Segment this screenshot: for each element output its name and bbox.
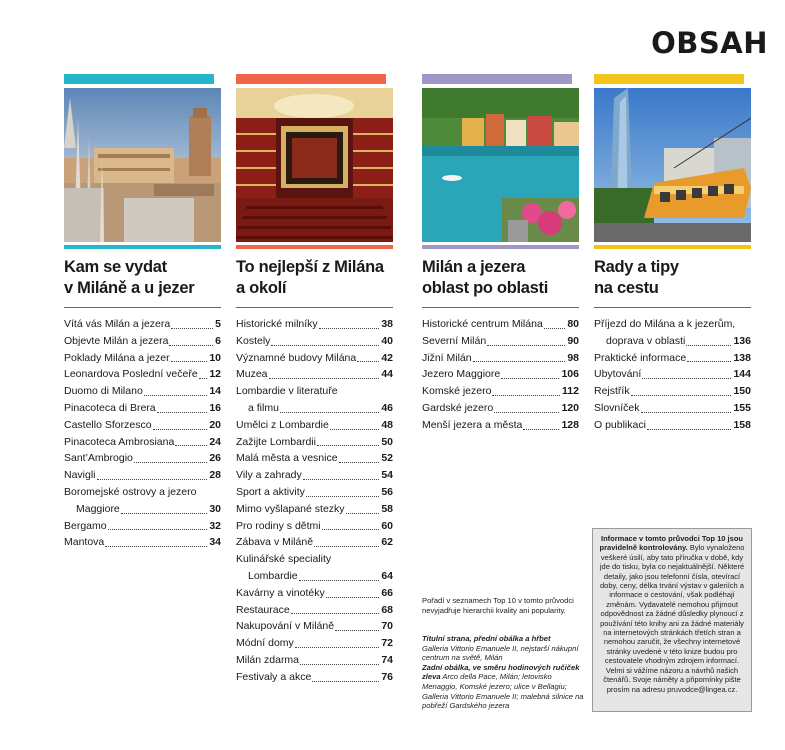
toc-entry[interactable]: Lombardie v literatuře a filmu 46 bbox=[236, 385, 393, 414]
toc-entry[interactable]: Ubytování 144 bbox=[594, 368, 751, 381]
toc-entry[interactable]: Pinacoteca Ambrosiana 24 bbox=[64, 435, 221, 448]
toc-entry[interactable]: Praktické informace 138 bbox=[594, 351, 751, 364]
toc-entry[interactable]: Příjezd do Milána a k jezerům, doprava v oblasti 136 bbox=[594, 318, 751, 347]
toc-entry[interactable]: Muzea 44 bbox=[236, 368, 393, 381]
toc-entry[interactable]: Kavárny a vinotéky 66 bbox=[236, 586, 393, 599]
heading-line-2: a okolí bbox=[236, 279, 287, 297]
color-rule bbox=[594, 245, 751, 249]
info-box-text: Bylo vynaloženo veškeré úsilí, aby tato příručka v době, kdy jde do tisku, byla co nejaktuálnější. Některé detaily, jako jsou telefonní čísla, otevírací doby, ceny, délka trvání výstav v galeriích a informace o cestování, však podléhají změnám. Vydavatelé nemohou přijmout odpovědnost za žádné důsledky plynoucí z používání této knihy ani za žádné materiály na internetových stránkách třetích stran a nemohou zaručit, že všechny internetové stránky uvedené v této knize budou pro cestovatele vhodným zdrojem informací. Velmi si vážíme názoru a návrhů našich čtenářů. Svoje náměty a připomínky pište prosím na adresu pruvodce@lingea.cz. bbox=[599, 543, 745, 694]
photo-la-scala-interior bbox=[236, 88, 393, 242]
toc-entry[interactable]: Menší jezera a města 128 bbox=[422, 418, 579, 431]
toc-entry[interactable]: Historické centrum Milána 80 bbox=[422, 318, 579, 330]
color-rule bbox=[236, 245, 393, 249]
toc-entry[interactable]: Jezero Maggiore 106 bbox=[422, 368, 579, 381]
toc-entry[interactable]: Zažijte Lombardii 50 bbox=[236, 435, 393, 448]
toc-list bbox=[594, 316, 751, 434]
toc-entry[interactable]: Pinacoteca di Brera 16 bbox=[64, 401, 221, 414]
toc-entry[interactable]: Sant’Ambrogio 26 bbox=[64, 452, 221, 465]
heading-line-1: Milán a jezera bbox=[422, 258, 526, 276]
color-tab bbox=[64, 74, 221, 88]
toc-entry[interactable]: Boromejské ostrovy a jezero Maggiore 30 bbox=[64, 485, 221, 515]
toc-entry[interactable]: Rejstřík 150 bbox=[594, 385, 751, 398]
toc-column-by-area bbox=[422, 74, 579, 434]
photo-lake-como-village bbox=[422, 88, 579, 242]
toc-entry[interactable]: Objevte Milán a jezera 6 bbox=[64, 334, 221, 347]
section-heading bbox=[422, 257, 579, 301]
toc-entry[interactable]: Gardské jezero 120 bbox=[422, 401, 579, 414]
heading-line-1: To nejlepší z Milána bbox=[236, 258, 384, 276]
info-box bbox=[592, 528, 752, 712]
toc-list bbox=[64, 316, 221, 551]
color-rule bbox=[422, 245, 579, 249]
heading-rule bbox=[594, 307, 751, 308]
heading-rule bbox=[236, 307, 393, 308]
toc-entry[interactable]: Festivaly a akce 76 bbox=[236, 670, 393, 683]
toc-list bbox=[236, 316, 393, 686]
toc-entry[interactable]: Kulinářské speciality Lombardie 64 bbox=[236, 553, 393, 582]
heading-rule bbox=[422, 307, 579, 308]
photo-milan-rooftops bbox=[64, 88, 221, 242]
section-heading bbox=[594, 257, 751, 301]
toc-column-top-of-milan bbox=[236, 74, 393, 686]
color-tab bbox=[594, 74, 751, 88]
toc-entry[interactable]: Mantova 34 bbox=[64, 536, 221, 549]
info-box-bold: Informace v tomto průvodci Top 10 jsou pravidelně kontrolovány. bbox=[599, 534, 743, 553]
color-rule bbox=[64, 245, 221, 249]
toc-entry[interactable]: Leonardova Poslední večeře 12 bbox=[64, 368, 221, 381]
toc-entry[interactable]: Významné budovy Milána 42 bbox=[236, 351, 393, 364]
color-tab bbox=[236, 74, 393, 88]
heading-line-2: na cestu bbox=[594, 279, 659, 297]
toc-entry[interactable]: Mimo vyšlapané stezky 58 bbox=[236, 502, 393, 515]
toc-column-travel-tips bbox=[594, 74, 751, 434]
toc-entry[interactable]: Zábava v Miláně 62 bbox=[236, 536, 393, 549]
heading-rule bbox=[64, 307, 221, 308]
toc-entry[interactable]: Bergamo 32 bbox=[64, 519, 221, 532]
toc-entry[interactable]: Nakupování v Miláně 70 bbox=[236, 620, 393, 633]
front-cover-label: Titulní strana, přední obálka a hřbet bbox=[422, 634, 551, 643]
toc-list bbox=[422, 316, 579, 434]
front-cover-text: Galleria Vittorio Emanuele II, nejstarší nákupní centrum na světě, Milán bbox=[422, 643, 579, 663]
color-tab bbox=[422, 74, 579, 88]
toc-entry[interactable]: Vily a zahrady 54 bbox=[236, 469, 393, 482]
back-cover-text: Arco della Pace, Milán; letovisko Menaggio, Komské jezero; ulice v Bellagiu; Galleria Vittorio Emanuele II; malebná silnice na pobřeží Gardského jezera bbox=[422, 672, 584, 711]
heading-line-2: v Miláně a u jezer bbox=[64, 279, 195, 297]
heading-line-1: Rady a tipy bbox=[594, 258, 679, 276]
toc-entry[interactable]: Umělci z Lombardie 48 bbox=[236, 418, 393, 431]
back-cover-label: Zadní obálka, ve směru hodinových ručiček zleva bbox=[422, 662, 580, 682]
toc-entry[interactable]: Historické milníky 38 bbox=[236, 318, 393, 330]
page-title: OBSAH bbox=[651, 26, 768, 60]
photo-credits bbox=[422, 634, 587, 711]
toc-entry[interactable]: Kostely 40 bbox=[236, 334, 393, 347]
toc-entry[interactable]: Jižní Milán 98 bbox=[422, 351, 579, 364]
section-heading bbox=[236, 257, 393, 301]
toc-entry[interactable]: Restaurace 68 bbox=[236, 603, 393, 616]
toc-entry[interactable]: Vítá vás Milán a jezera 5 bbox=[64, 318, 221, 330]
toc-entry[interactable]: Komské jezero 112 bbox=[422, 385, 579, 398]
toc-entry[interactable]: Módní domy 72 bbox=[236, 637, 393, 650]
toc-entry[interactable]: Castello Sforzesco 20 bbox=[64, 418, 221, 431]
section-heading bbox=[64, 257, 221, 301]
toc-entry[interactable]: Malá města a vesnice 52 bbox=[236, 452, 393, 465]
ranking-note: Pořadí v seznamech Top 10 v tomto průvodci nevyjadřuje hierarchii kvality ani popularity. bbox=[422, 596, 574, 615]
toc-entry[interactable]: Severní Milán 90 bbox=[422, 334, 579, 347]
toc-column-where-to-go bbox=[64, 74, 221, 551]
toc-entry[interactable]: Pro rodiny s dětmi 60 bbox=[236, 519, 393, 532]
heading-line-2: oblast po oblasti bbox=[422, 279, 548, 297]
toc-entry[interactable]: Duomo di Milano 14 bbox=[64, 385, 221, 398]
heading-line-1: Kam se vydat bbox=[64, 258, 167, 276]
toc-entry[interactable]: Poklady Milána a jezer 10 bbox=[64, 351, 221, 364]
toc-entry[interactable]: Navigli 28 bbox=[64, 469, 221, 482]
toc-entry[interactable]: Milán zdarma 74 bbox=[236, 653, 393, 666]
toc-entry[interactable]: Slovníček 155 bbox=[594, 401, 751, 414]
toc-entry[interactable]: O publikaci 158 bbox=[594, 418, 751, 431]
toc-entry[interactable]: Sport a aktivity 56 bbox=[236, 485, 393, 498]
photo-milan-tram bbox=[594, 88, 751, 242]
